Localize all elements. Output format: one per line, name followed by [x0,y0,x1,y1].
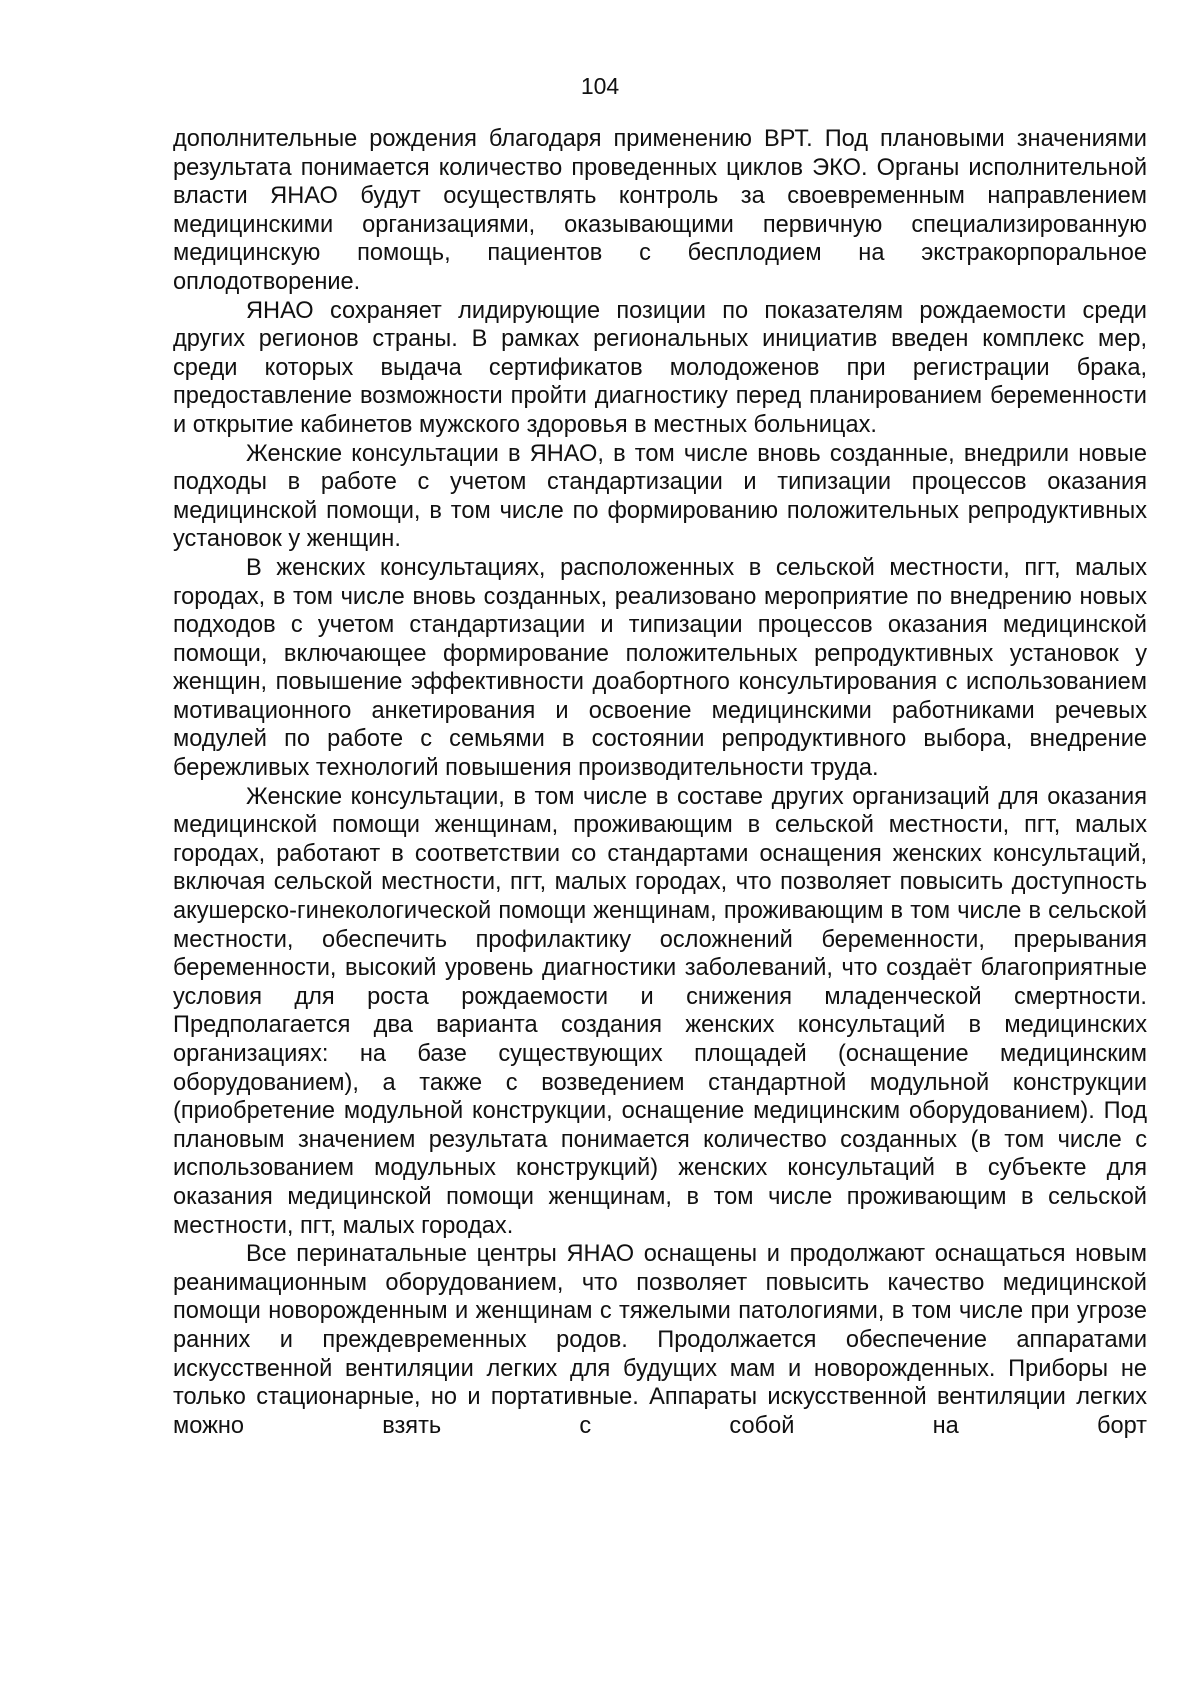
paragraph-clinic-equipment-standards: Женские консультации, в том числе в составе других организаций для оказания медицинской помощи женщинам, проживающим в сельской местности, пгт, малых городах, работают в соответствии со стандартами оснащения женских консультаций, включая сельской местности, пгт, малых городах, что позволяет повысить доступность акушерско-гинекологической помощи женщинам, проживающим в том числе в сельской местности, обеспечить профилактику осложнений беременности, прерывания беременности, высокий уровень диагностики заболеваний, что создаёт благоприятные условия для роста рождаемости и снижения младенческой смертности. Предполагается два варианта создания женских консультаций в медицинских организациях: на базе существующих площадей (оснащение медицинским оборудованием), а также с возведением стандартной модульной конструкции (приобретение модульной конструкции, оснащение медицинским оборудованием). Под плановым значением результата понимается количество созданных (в том числе с использованием модульных конструкций) женских консультаций в субъекте для оказания медицинской помощи женщинам, в том числе проживающим в сельской местности, пгт, малых городах. [173,783,1147,1239]
paragraph-art-procedures: дополнительные рождения благодаря применению ВРТ. Под плановыми значениями результата понимается количество проведенных циклов ЭКО. Органы исполнительной власти ЯНАО будут осуществлять контроль за своевременным направлением медицинскими организациями, оказывающими первичную специализированную медицинскую помощь, пациентов с бесплодием на экстракорпоральное оплодотворение. [173,126,1147,295]
paragraph-womens-clinics-new-approaches: Женские консультации в ЯНАО, в том числе вновь созданные, внедрили новые подходы в работе с учетом стандартизации и типизации процессов оказания медицинской помощи, в том числе по формированию положительных репродуктивных установок у женщин. [173,440,1147,553]
page-number: 104 [580,73,620,99]
body-text [173,125,1147,1440]
paragraph-perinatal-centers: Все перинатальные центры ЯНАО оснащены и продолжают оснащаться новым реанимационным оборудованием, что позволяет повысить качество медицинской помощи новорожденным и женщинам с тяжелыми патологиями, в том числе при угрозе ранних и преждевременных родов. Продолжается обеспечение аппаратами искусственной вентиляции легких для будущих мам и новорожденных. Приборы не только стационарные, но и портативные. Аппараты искусственной вентиляции легких можно взять с собой на борт [173,1241,1147,1439]
paragraph-birth-rate-leadership: ЯНАО сохраняет лидирующие позиции по показателям рождаемости среди других регионов страны. В рамках региональных инициатив введен комплекс мер, среди которых выдача сертификатов молодоженов при регистрации брака, предоставление возможности пройти диагностику перед планированием беременности и открытие кабинетов мужского здоровья в местных больницах. [173,297,1147,438]
paragraph-rural-clinics-standardization: В женских консультациях, расположенных в сельской местности, пгт, малых городах, в том числе вновь созданных, реализовано мероприятие по внедрению новых подходов с учетом стандартизации и типизации процессов оказания медицинской помощи, включающее формирование положительных репродуктивных установок у женщин, повышение эффективности доабортного консультирования с использованием мотивационного анкетирования и освоение медицинскими работниками речевых модулей по работе с семьями в состоянии репродуктивного выбора, внедрение бережливых технологий повышения производительности труда. [173,554,1147,782]
